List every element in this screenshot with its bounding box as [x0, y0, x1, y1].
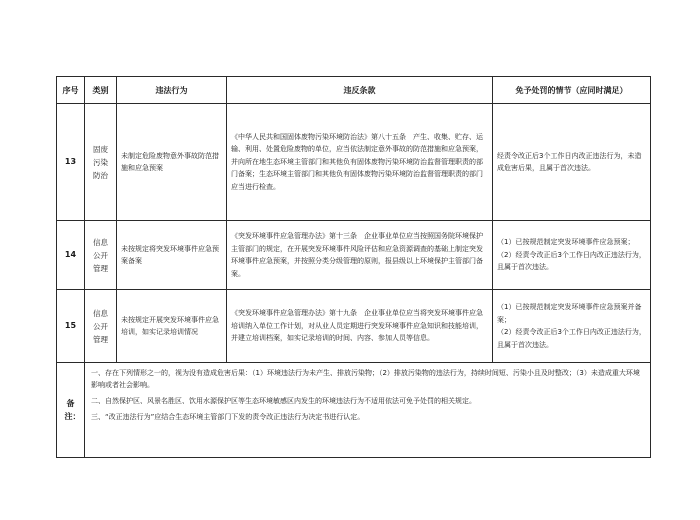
- header-exempt: 免予处罚的情节（应同时满足）: [493, 77, 651, 104]
- row-act: 未制定危险废物意外事故防范措施和应急预案: [117, 104, 227, 221]
- row-act: 未按规定将突发环境事件应急预案备案: [117, 221, 227, 290]
- row-exempt: [493, 221, 651, 290]
- remark-line: 一、存在下列情形之一的，视为没有造成危害后果：（1）环境违法行为未产生、排放污染物；（2）排放污染物的违法行为，持续时间短、污染小且及时整改；（3）未造成重大环境影响或者社会影响。: [91, 369, 640, 389]
- row-clause: 《中华人民共和国固体废物污染环境防治法》第八十五条 产生、收集、贮存、运输、利用、处置危险废物的单位，应当依法制定意外事故的防范措施和应急预案，并向所在地生态环境主管部门和其他负有固体废物污染环境防治监督管理职责的部门备案；生态环境主管部门和其他负有固体废物污染环境防治监督管理职责的部门应当进行检查。: [227, 104, 493, 221]
- row-no: 14: [57, 221, 85, 290]
- remark-line: 二、自然保护区、风景名胜区、饮用水源保护区等生态环境敏感区内发生的环境违法行为不适用依法可免予处罚的相关规定。: [91, 397, 476, 405]
- header-no: 序号: [57, 77, 85, 104]
- header-clause: 违反条款: [227, 77, 493, 104]
- remarks-label: 备注：: [64, 399, 81, 421]
- table-row: [57, 104, 651, 221]
- exempt-line: （1）已按规范制定突发环境事件应急预案并备案；: [497, 303, 642, 324]
- header-act: 违法行为: [117, 77, 227, 104]
- remarks-row: [57, 363, 651, 458]
- row-type: 信息公开管理: [93, 308, 108, 344]
- row-no: 15: [57, 290, 85, 363]
- table-row: [57, 221, 651, 290]
- row-act: 未按规定开展突发环境事件应急培训，如实记录培训情况: [117, 290, 227, 363]
- remarks-body: [85, 363, 651, 458]
- row-type: 固废污染防治: [93, 144, 108, 180]
- row-clause: 《突发环境事件应急管理办法》第十三条 企业事业单位应当按照国务院环境保护主管部门的规定，在开展突发环境事件风险评估和应急资源调查的基础上制定突发环境事件应急预案，并按照分类分级管理的原则，报县级以上环境保护主管部门备案。: [227, 221, 493, 290]
- row-exempt: [493, 290, 651, 363]
- row-no: 13: [57, 104, 85, 221]
- table-row: [57, 290, 651, 363]
- exempt-line: 经责令改正后3个工作日内改正违法行为，未造成危害后果，且属于首次违法。: [497, 151, 642, 172]
- document-sheet: [56, 76, 650, 458]
- row-type: 信息公开管理: [93, 237, 108, 273]
- exempt-line: （2）经责令改正后3个工作日内改正违法行为，且属于首次违法。: [497, 250, 646, 272]
- remark-line: 三、“改正违法行为”应结合生态环境主管部门下发的责令改正违法行为决定书进行认定。: [91, 413, 365, 421]
- exempt-line: （1）已按规范制定突发环境事件应急预案；: [497, 238, 635, 247]
- row-exempt: [493, 104, 651, 221]
- header-type: 类别: [85, 77, 117, 104]
- penalty-exemption-table: [56, 76, 651, 458]
- row-clause: 《突发环境事件应急管理办法》第十九条 企业事业单位应当将突发环境事件应急培训纳入单位工作计划，对从业人员定期进行突发环境事件应急知识和技能培训，并建立培训档案，如实记录培训的时间、内容、参加人员等信息。: [227, 290, 493, 363]
- exempt-line: （2）经责令改正后3个工作日内改正违法行为，且属于首次违法。: [497, 328, 646, 349]
- header-row: [57, 77, 651, 104]
